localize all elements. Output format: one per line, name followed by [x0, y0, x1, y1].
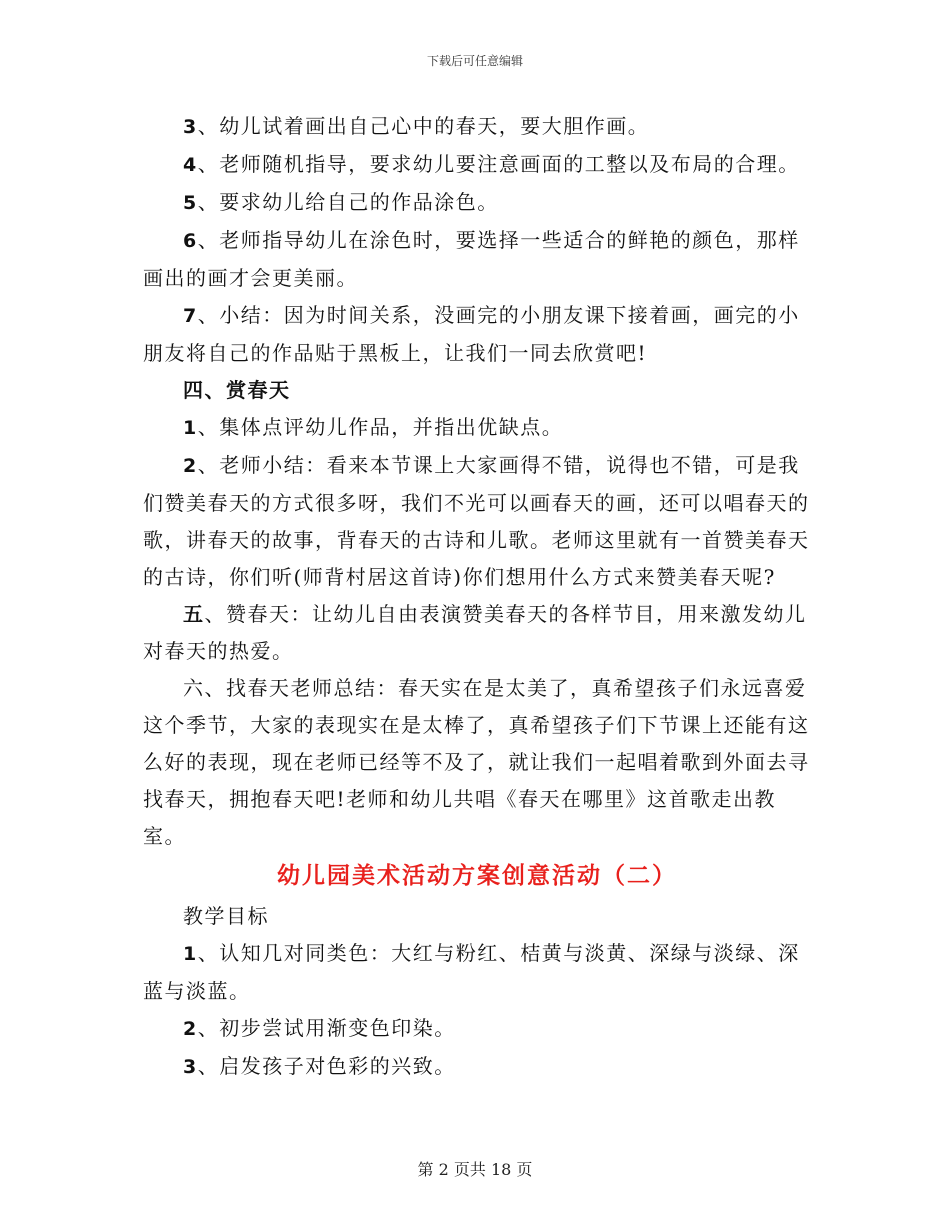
step-number: 6 [183, 230, 198, 252]
paragraph-step-6 [143, 222, 811, 297]
step-text: 、初步尝试用渐变色印染。 [197, 1016, 456, 1040]
step-text: 、小结：因为时间关系，没画完的小朋友课下接着画，画完的小朋友将自己的作品贴于黑板上，让我们一同去欣赏吧! [143, 303, 800, 365]
paragraph-review [143, 409, 811, 447]
paragraph-step-5 [143, 184, 811, 222]
step-number: 5 [183, 192, 198, 214]
document-body [143, 108, 811, 1086]
step-number: 2 [183, 455, 198, 477]
step-number: 1 [183, 417, 198, 439]
paragraph-step-3 [143, 108, 811, 146]
page-footer: 第 2 页共 18 页 [417, 1160, 533, 1179]
paragraph-praise-spring [143, 596, 811, 670]
page-header: 下载后可任意编辑 [426, 54, 523, 68]
paragraph-find-spring: 六、找春天老师总结：春天实在是太美了，真希望孩子们永远喜爱这个季节，大家的表现实在是太棒了，真希望孩子们下节课上还能有这么好的表现，现在老师已经等不及了，就让我们一起唱着歌到外面去寻找春天，拥抱春天吧!老师和幼儿共唱《春天在哪里》这首歌走出教室。 [143, 676, 810, 848]
goal-item [143, 935, 811, 1010]
goal-item [143, 1048, 811, 1086]
paragraph-step-4 [143, 146, 811, 184]
step-number: 4 [183, 154, 198, 176]
goals-heading: 教学目标 [183, 904, 269, 928]
step-number: 2 [183, 1018, 198, 1040]
step-number: 3 [183, 1056, 198, 1078]
goal-item [143, 1010, 811, 1048]
paragraph-summary [143, 447, 811, 596]
step-text: 、要求幼儿给自己的作品涂色。 [197, 190, 499, 214]
step-text: 、启发孩子对色彩的兴致。 [197, 1054, 456, 1078]
step-number: 7 [183, 305, 198, 327]
step-text: 、老师小结：看来本节课上大家画得不错，说得也不错，可是我们赞美春天的方式很多呀，我们不光可以画春天的画，还可以唱春天的歌，讲春天的故事，背春天的古诗和儿歌。老师这里就有一首赞美春天的古诗，你们听(师背村居这首诗)你们想用什么方式来赞美春天呢? [143, 453, 810, 589]
section-heading-appreciate: 四、赏春天 [183, 378, 291, 402]
paragraph-step-7 [143, 297, 811, 372]
step-text: 、幼儿试着画出自己心中的春天，要大胆作画。 [197, 114, 650, 138]
section-label: 五 [183, 602, 205, 626]
step-text: 、集体点评幼儿作品，并指出优缺点。 [197, 415, 564, 439]
section-text: 、赞春天：让幼儿自由表演赞美春天的各样节目，用来激发幼儿对春天的热爱。 [143, 602, 807, 663]
step-number: 3 [183, 116, 198, 138]
step-text: 、老师随机指导，要求幼儿要注意画面的工整以及布局的合理。 [197, 152, 800, 176]
section-title-part-two: 幼儿园美术活动方案创意活动（二） [277, 862, 677, 889]
step-text: 、老师指导幼儿在涂色时，要选择一些适合的鲜艳的颜色，那样画出的画才会更美丽。 [143, 228, 800, 290]
step-number: 1 [183, 943, 198, 965]
step-text: 、认知几对同类色：大红与粉红、桔黄与淡黄、深绿与淡绿、深蓝与淡蓝。 [143, 941, 800, 1003]
